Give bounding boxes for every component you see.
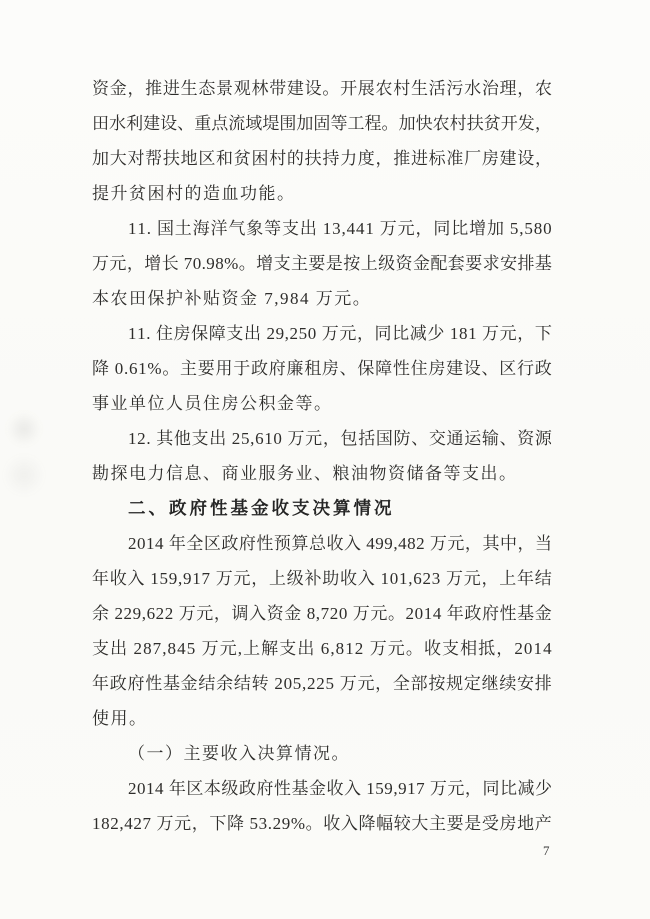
text-line: 年 政 府 性 基 金 结 余 结 转 2 0 5 , 2 2 5 万 元 ， 全 部 按 规 定 继 续 安 排 bbox=[92, 674, 552, 693]
text-line: 资 金 ， 推 进 生 态 景 观 林 带 建 设 。 开 展 农 村 生 活 污 水 治 理 ， 农 bbox=[92, 79, 552, 98]
text-line: 1 1 . 国 土 海 洋 气 象 等 支 出 1 3 , 4 4 1 万 元 ， 同 比 增 加 5 , 5 8 0 bbox=[128, 219, 552, 238]
scan-artifact bbox=[4, 452, 44, 498]
text-line: 二、政府性基金收支决算情况 bbox=[128, 498, 395, 518]
text-line: 勘探电力信息、商业服务业、粮油物资储备等支出。 bbox=[92, 464, 518, 483]
text-line: 2 0 1 4 年 区 本 级 政 府 性 基 金 收 入 1 5 9 , 9 1 7 万 元 ， 同 比 减 少 bbox=[128, 779, 552, 798]
text-line: 使用。 bbox=[92, 709, 148, 728]
text-line: 年 收 入 1 5 9 , 9 1 7 万 元 ， 上 级 补 助 收 入 1 0 1 , 6 2 3 万 元 ， 上 年 结 bbox=[92, 569, 552, 588]
text-line: 降 0 . 6 1 % 。 主 要 用 于 政 府 廉 租 房 、 保 障 性 住 房 建 设 、 区 行 政 bbox=[92, 359, 552, 378]
text-line: 万 元 ， 增 长 7 0 . 9 8 % 。 增 支 主 要 是 按 上 级 资 金 配 套 要 求 安 排 基 bbox=[92, 254, 552, 273]
text-line: 2 0 1 4 年 全 区 政 府 性 预 算 总 收 入 4 9 9 , 4 8 2 万 元 ， 其 中 ， 当 bbox=[128, 534, 552, 553]
paragraph bbox=[92, 526, 552, 736]
paragraph bbox=[92, 771, 552, 841]
scan-artifact bbox=[6, 412, 42, 446]
text-line: 事业单位人员住房公积金等。 bbox=[92, 394, 333, 413]
page-number: 7 bbox=[543, 843, 550, 858]
text-line: 支 出 2 8 7 , 8 4 5 万 元 , 上 解 支 出 6 , 8 1 2 万 元 。 收 支 相 抵 ， 2 0 1 4 bbox=[92, 639, 552, 658]
paragraph bbox=[92, 736, 552, 771]
paragraph bbox=[92, 71, 552, 211]
paragraph bbox=[92, 211, 552, 316]
document-body bbox=[92, 71, 552, 841]
text-line: 1 1 . 住 房 保 障 支 出 2 9 , 2 5 0 万 元 ， 同 比 减 少 1 8 1 万 元 ， 下 bbox=[128, 324, 552, 343]
text-line: 提升贫困村的造血功能。 bbox=[92, 184, 296, 203]
paragraph bbox=[92, 421, 552, 491]
text-line: 加 大 对 帮 扶 地 区 和 贫 困 村 的 扶 持 力 度 ， 推 进 标 准 厂 房 建 设 ， bbox=[92, 149, 552, 168]
text-line: 1 8 2 , 4 2 7 万 元 ， 下 降 5 3 . 2 9 % 。 收 入 降 幅 较 大 主 要 是 受 房 地 产 bbox=[92, 814, 552, 833]
text-line: 田 水 利 建 设 、 重 点 流 域 堤 围 加 固 等 工 程 。 加 快 农 村 扶 贫 开 发 ， bbox=[92, 114, 552, 133]
section-heading bbox=[92, 491, 552, 526]
text-line: 余 2 2 9 , 6 2 2 万 元 ， 调 入 资 金 8 , 7 2 0 万 元 。 2 0 1 4 年 政 府 性 基 金 bbox=[92, 604, 552, 623]
text-line: 1 2 . 其 他 支 出 2 5 , 6 1 0 万 元 ， 包 括 国 防 、 交 通 运 输 、 资 源 bbox=[128, 429, 552, 448]
text-line: （一）主要收入决算情况。 bbox=[128, 744, 350, 763]
text-line: 本农田保护补贴资金 7,984 万元。 bbox=[92, 289, 372, 308]
paragraph bbox=[92, 316, 552, 421]
